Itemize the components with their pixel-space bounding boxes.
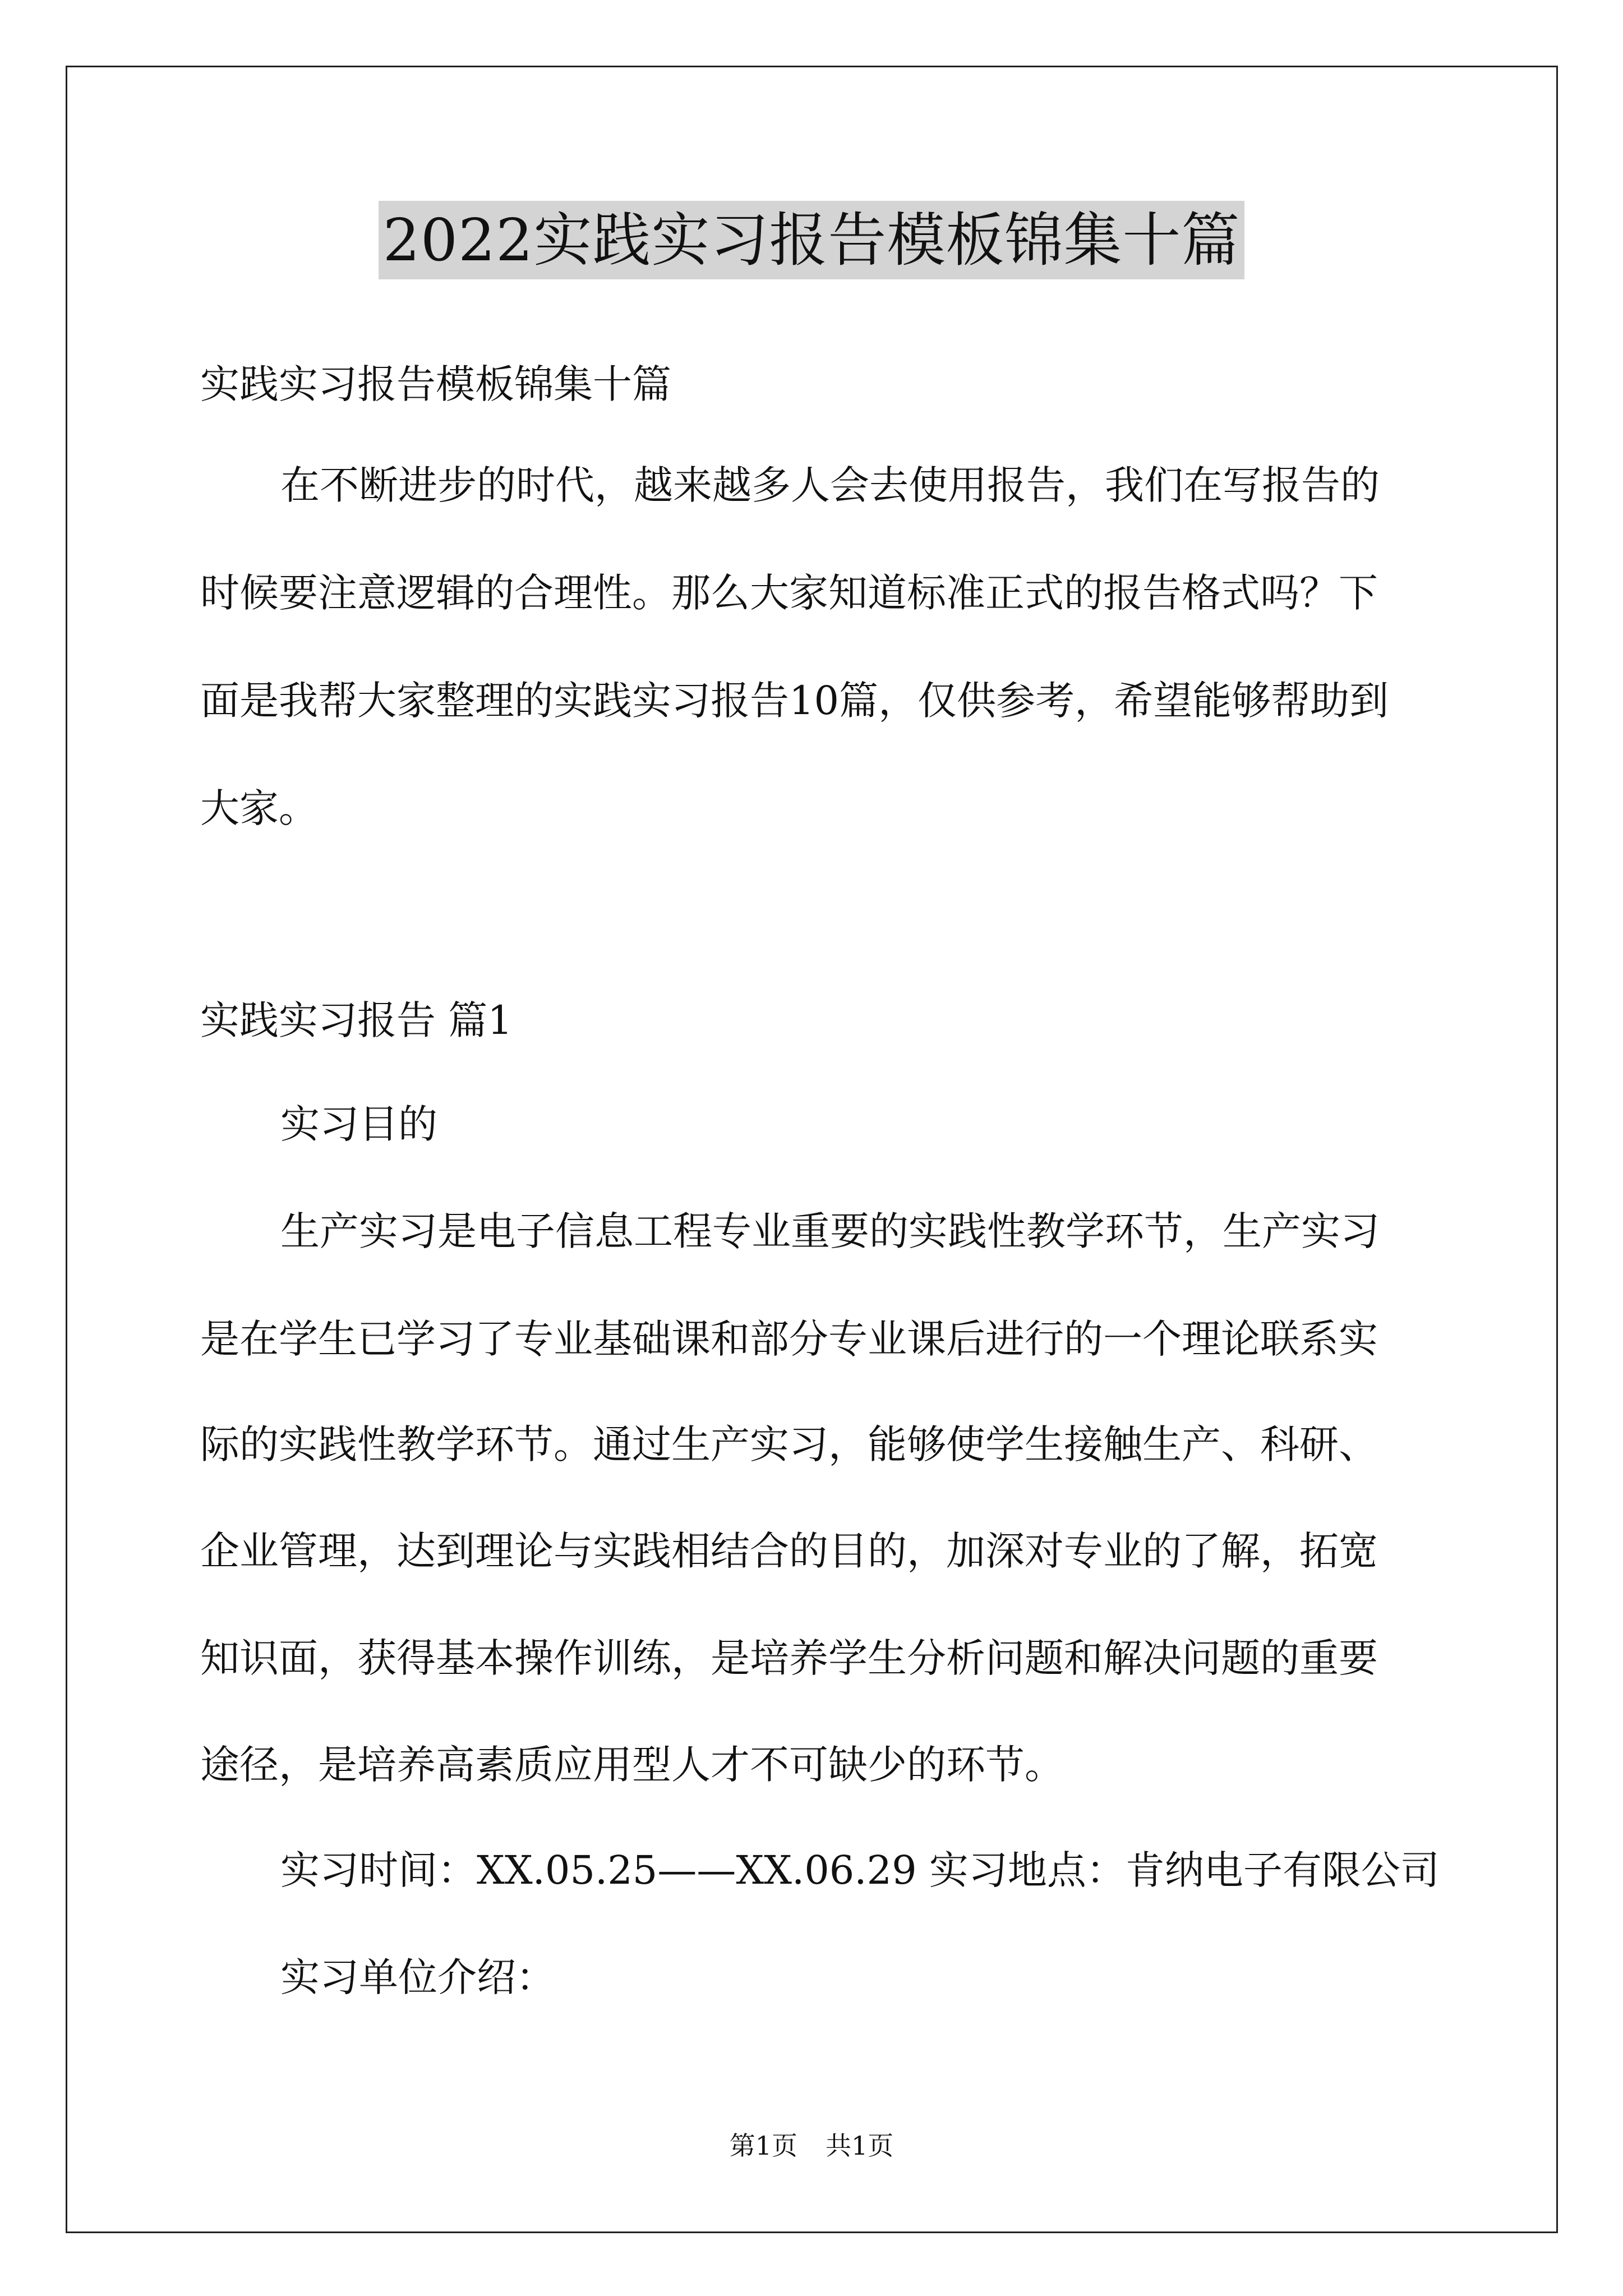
section-heading: 实践实习报告 篇1 — [200, 997, 513, 1043]
document-title: 2022实践实习报告模板锦集十篇 — [379, 201, 1245, 279]
page-total: 共1页 — [826, 2131, 894, 2161]
intro-line: 在不断进步的时代，越来越多人会去使用报告，我们在写报告的 — [280, 462, 1380, 508]
page-footer — [0, 2129, 1623, 2162]
purpose-line: 生产实习是电子信息工程专业重要的实践性教学环节，生产实习 — [280, 1208, 1380, 1254]
unit-intro-heading: 实习单位介绍： — [280, 1954, 555, 2000]
intro-line: 时候要注意逻辑的合理性。那么大家知道标准正式的报告格式吗？下 — [200, 570, 1378, 616]
title-block — [0, 201, 1623, 279]
purpose-line: 是在学生已学习了专业基础课和部分专业课后进行的一个理论联系实 — [200, 1316, 1378, 1362]
purpose-line: 际的实践性教学环节。通过生产实习，能够使学生接触生产、科研、 — [200, 1421, 1378, 1467]
purpose-line: 途径，是培养高素质应用型人才不可缺少的环节。 — [200, 1742, 1064, 1788]
page-number: 第1页 — [729, 2131, 797, 2161]
purpose-heading: 实习目的 — [280, 1101, 437, 1147]
intro-line: 大家。 — [200, 785, 318, 831]
intro-line: 面是我帮大家整理的实践实习报告10篇，仅供参考，希望能够帮助到 — [200, 678, 1389, 724]
purpose-line: 企业管理，达到理论与实践相结合的目的，加深对专业的了解，拓宽 — [200, 1528, 1378, 1574]
purpose-line: 知识面，获得基本操作训练，是培养学生分析问题和解决问题的重要 — [200, 1635, 1378, 1681]
internship-time-place: 实习时间：XX.05.25——XX.06.29 实习地点：肯纳电子有限公司 — [280, 1847, 1440, 1893]
document-subtitle: 实践实习报告模板锦集十篇 — [200, 361, 671, 407]
